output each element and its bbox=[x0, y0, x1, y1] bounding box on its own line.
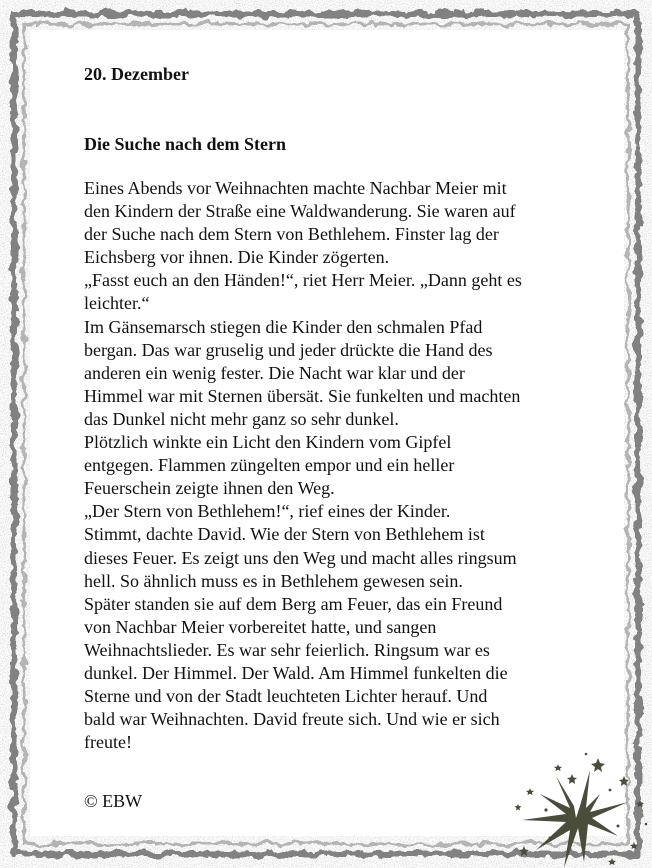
story-date: 20. Dezember bbox=[84, 64, 189, 84]
story-line: anderen ein wenig fester. Die Nacht war klar und der bbox=[84, 362, 465, 383]
story-line: „Fasst euch an den Händen!“, riet Herr Meier. „Dann geht es bbox=[84, 270, 522, 291]
story-line: dieses Feuer. Es zeigt uns den Weg und macht alles ringsum bbox=[84, 547, 517, 568]
story-line: dunkel. Der Himmel. Der Wald. Am Himmel funkelten die bbox=[84, 662, 508, 683]
star-burst-icon bbox=[500, 750, 652, 868]
story-line: entgegen. Flammen züngelten empor und ein heller bbox=[84, 455, 455, 476]
story-line: Im Gänsemarsch stiegen die Kinder den schmalen Pfad bbox=[84, 316, 483, 337]
big-star-icon bbox=[522, 770, 628, 868]
story-line: bald war Weihnachten. David freute sich. Und wie er sich bbox=[84, 709, 500, 730]
story-line: der Suche nach dem Stern von Bethlehem. Finster lag der bbox=[84, 224, 499, 245]
story-body bbox=[84, 177, 604, 754]
story-line: von Nachbar Meier vorbereitet hatte, und sangen bbox=[84, 616, 437, 637]
story-line: Plötzlich winkte ein Licht den Kindern vom Gipfel bbox=[84, 432, 452, 453]
story-line: Weihnachtslieder. Es war sehr feierlich. Ringsum war es bbox=[84, 639, 490, 660]
story-line: Später standen sie auf dem Berg am Feuer, das ein Freund bbox=[84, 593, 503, 614]
story-line: Stimmt, dachte David. Wie der Stern von Bethlehem ist bbox=[84, 524, 485, 545]
story-line: Himmel war mit Sternen übersät. Sie funkelten und machten bbox=[84, 385, 521, 406]
story-line: Eichsberg vor ihnen. Die Kinder zögerten. bbox=[84, 247, 390, 268]
story-line: freute! bbox=[84, 732, 132, 753]
story-line: bergan. Das war gruselig und jeder drückte die Hand des bbox=[84, 339, 493, 360]
story-line: das Dunkel nicht mehr ganz so sehr dunkel. bbox=[84, 408, 399, 429]
story-line: Sterne und von der Stadt leuchteten Lichter herauf. Und bbox=[84, 686, 488, 707]
story-line: hell. So ähnlich muss es in Bethlehem gewesen sein. bbox=[84, 570, 463, 591]
copyright-notice: © EBW bbox=[84, 791, 143, 811]
story-text-area bbox=[84, 60, 604, 754]
story-title: Die Suche nach dem Stern bbox=[84, 134, 286, 154]
story-line: den Kindern der Straße eine Waldwanderung. Sie waren auf bbox=[84, 201, 516, 222]
story-line: „Der Stern von Bethlehem!“, rief eines der Kinder. bbox=[84, 501, 451, 522]
story-line: leichter.“ bbox=[84, 293, 150, 314]
story-line: Feuerschein zeigte ihnen den Weg. bbox=[84, 478, 335, 499]
story-line: Eines Abends vor Weihnachten machte Nachbar Meier mit bbox=[84, 178, 507, 198]
